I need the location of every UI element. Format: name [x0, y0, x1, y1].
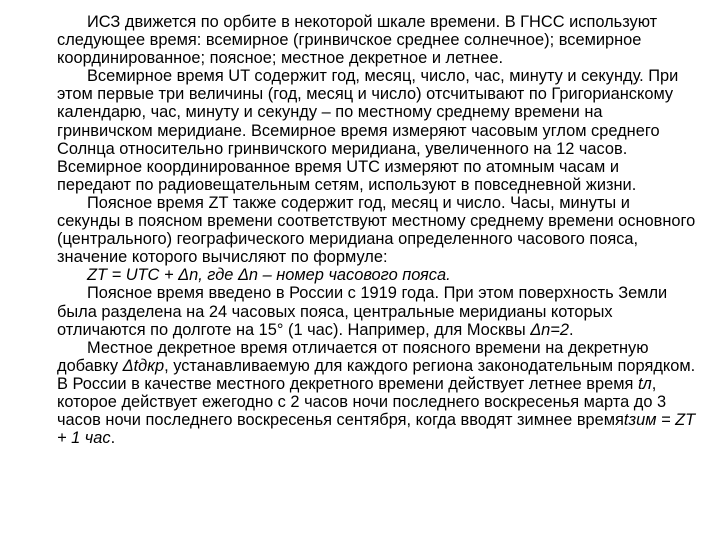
- formula-separator: , где: [198, 266, 238, 285]
- decree-text-1: Местное декретное время отличается от поясного времени на декретную добавку: [57, 338, 649, 375]
- paragraph-intro: ИСЗ движется по орбите в некоторой шкале времени. В ГНСС используют следующее время: всемирное (гринвичское среднее солнечное); всемирное координированное; поясное; местное декретное и летнее.: [57, 13, 658, 68]
- slide-text: [57, 13, 697, 447]
- russia-zones-end: .: [569, 320, 574, 339]
- decree-text-2: , устанавливаемую для каждого региона законодательным порядком. В России в качестве местного декретного времени действует летнее время: [57, 356, 696, 393]
- paragraph-universal-time: Всемирное время UT содержит год, месяц, число, час, минуту и секунду. При этом первые три величины (год, месяц и число) отсчитывают по Григорианскому календарю, час, минуту и секунду – по местному среднему времени на гринвичском меридиане. Всемирное время измеряют часовым углом среднего Солнца относительно гринвичского меридиана, увеличенного на 12 часов. Всемирное координированное время UTC измеряют по атомным часам и передают по радиовещательным сетям, используют в повседневной жизни.: [57, 67, 679, 194]
- decree-addition-variable: Δtдкр: [122, 356, 165, 375]
- zone-time-formula: [57, 266, 697, 284]
- formula-variable: Δn: [237, 266, 259, 285]
- formula-expression: ZT = UTC + Δn: [87, 266, 199, 285]
- russia-zones-text: Поясное время введено в России с 1919 года. При этом поверхность Земли была разделена на 24 часовых пояса, центральные меридианы которых отличаются по долготе на 15° (1 час). Например, для Москвы: [57, 284, 668, 339]
- paragraph-decree-time: [57, 339, 697, 448]
- summer-time-variable: tл: [637, 374, 652, 393]
- decree-text-3: , которое действует ежегодно с 2 часов ночи последнего воскресенья марта до 3 часов ночи последнего воскресенья сентября, когда вводят зимнее время: [57, 374, 667, 430]
- moscow-zone-value: Δn=2: [530, 320, 569, 339]
- winter-time-formula: tзим = ZT + 1 час: [57, 411, 696, 448]
- decree-text-4: .: [110, 429, 116, 448]
- paragraph-russia-zones: [57, 284, 697, 338]
- formula-description: – номер часового пояса.: [258, 266, 451, 285]
- paragraph-zone-time: Поясное время ZT также содержит год, месяц и число. Часы, минуты и секунды в поясном времени соответствуют местному среднему времени основного (центрального) географического меридиана определенного часового пояса, значение которого вычисляют по формуле:: [57, 193, 696, 267]
